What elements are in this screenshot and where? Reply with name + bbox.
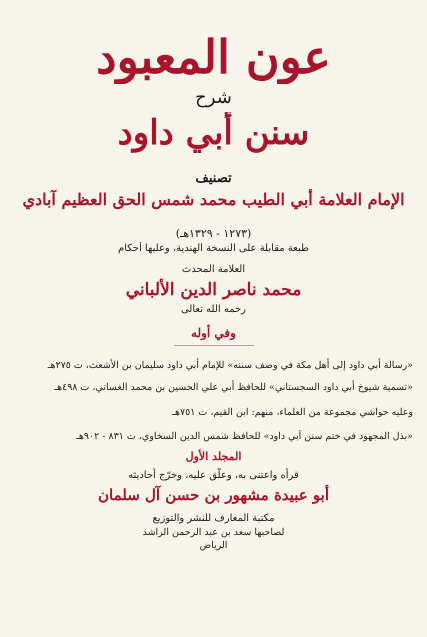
allama-label: العلامة المحدث [181, 264, 246, 275]
author-dates: (١٢٧٣ - ١٣٢٩هـ) [175, 227, 252, 240]
author-name: الإمام العلامة أبي الطيب محمد شمس الحق العظيم آبادي [22, 190, 405, 209]
book-title: عون المعبود [96, 30, 331, 84]
divider [174, 345, 254, 346]
rahimahu-text: رحمه الله تعالى [180, 304, 247, 315]
publisher-owner: لصاحبها سعد بن عبد الرحمن الراشد [142, 527, 285, 538]
editor-name: أبو عبيدة مشهور بن حسن آل سلمان [97, 486, 329, 504]
albani-name: محمد ناصر الدين الألباني [125, 280, 302, 300]
edition-note: طبعة مقابلة على النسخة الهندية، وعليها أحكام [118, 243, 309, 254]
notes-line: «بذل المجهود في ختم سنن أبي داود» للحافظ شمس الدين السخاوي، ت ٨٣١ - ٩٠٢هـ [76, 431, 413, 442]
appendix-item: «رسالة أبي داود إلى أهل مكة في وصف سننه» للإمام أبي داود سليمان بن الأشعث، ت ٢٧٥هـ [47, 360, 413, 371]
editors-line: قرأه واعتنى به، وعلّق عليه، وخرّج أحاديثه [128, 470, 299, 481]
title-sharh: شرح [195, 87, 232, 108]
appendix-item: «تسمية شيوخ أبي داود السجستاني» للحافظ أبي علي الحسين بن محمد الغساني، ت ٤٩٨هـ [54, 382, 413, 393]
book-subtitle: سنن أبي داود [117, 113, 310, 153]
publisher-name: مكتبة المعارف للنشر والتوزيع [152, 513, 275, 524]
notes-line: وعليه حواشي مجموعة من العلماء، منهم: ابن القيم، ت ٧٥١هـ [172, 407, 413, 418]
volume-label: المجلد الأول [185, 450, 242, 463]
appendix-heading: وفي أوله [191, 326, 236, 340]
publisher-city: الرياض [199, 540, 228, 551]
tasnif-label: تصنيف [195, 171, 232, 186]
